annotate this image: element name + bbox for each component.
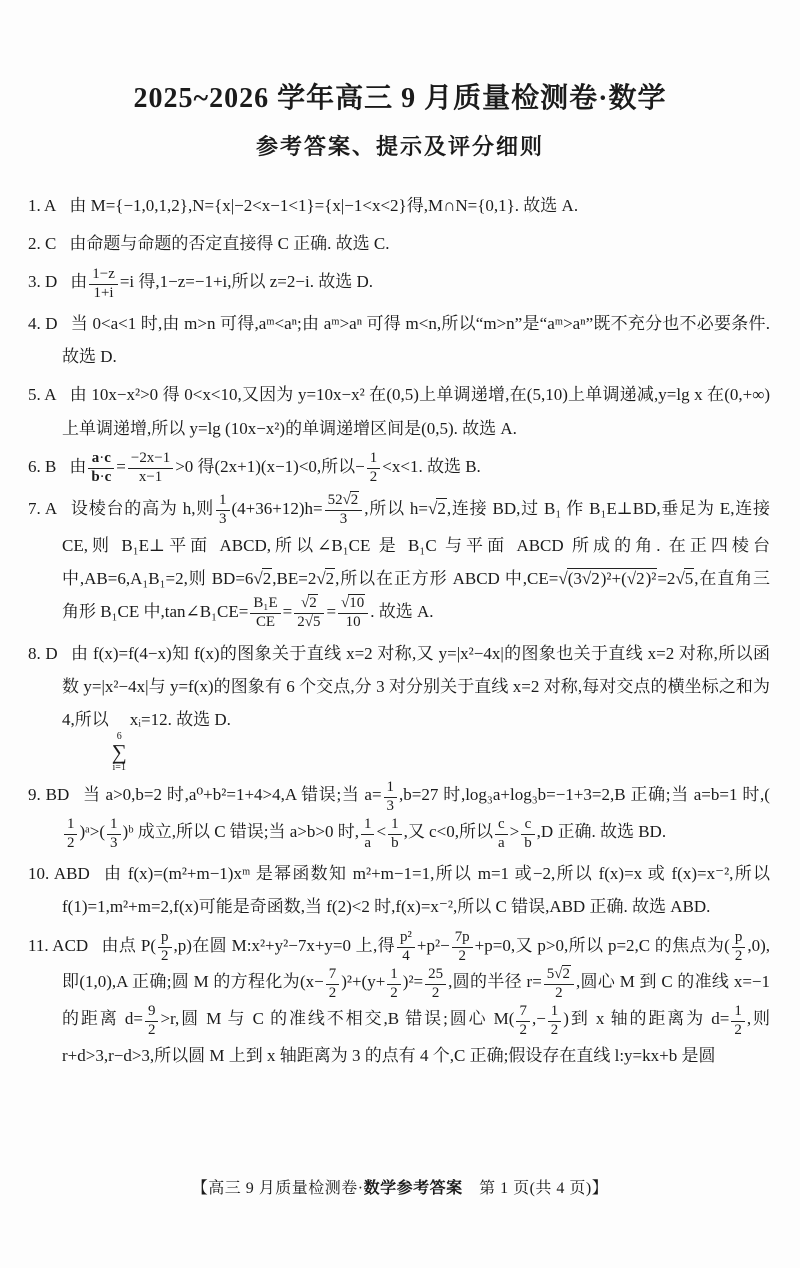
fraction: $\frac{7p}{2}$ xyxy=(452,929,473,965)
fraction: $\frac{9}{2}$ xyxy=(145,1003,158,1039)
fraction: $\frac{a\cdot c}{b\cdot c}$ xyxy=(88,450,114,486)
fraction: $\frac{-2x-1}{x-1}$ xyxy=(128,450,173,486)
answer-number-label: 2. C xyxy=(28,234,57,254)
fraction: $\frac{25}{2}$ xyxy=(425,966,446,1002)
answer-number-label: 8. D xyxy=(28,643,58,663)
answer-item xyxy=(28,378,770,444)
fraction: $\frac{√10}{10}$ xyxy=(338,595,368,631)
footer-prefix: 【高三 9 月质量检测卷· xyxy=(191,1180,364,1197)
answer-content: 由 $\frac{1-z}{1+i}$ =i 得,1−z=−1+i,所以 z=2−i. 故选 D. xyxy=(70,265,373,301)
fraction: $\frac{1}{2}$ xyxy=(387,966,400,1002)
fraction: $\frac{52√2}{3}$ xyxy=(325,492,363,528)
answer-number-label: 10. ABD xyxy=(28,864,90,884)
footer-subject-title: 数学参考答案 xyxy=(363,1180,463,1197)
fraction: $\frac{1}{2}$ xyxy=(64,816,77,852)
square-root: √2 xyxy=(626,568,645,588)
summation: 6 ∑ i=1 xyxy=(111,731,127,774)
answer-number-label: 3. D xyxy=(28,272,58,292)
fraction: $\frac{1}{2}$ xyxy=(731,1003,744,1039)
bold-vector: c xyxy=(104,469,112,486)
answer-content: 由点 P( $\frac{p}{2}$ ,p)在圆 M:x²+y²−7x+y=0 上,得 $\frac{\text{p²}}{4}$ +p²− $\frac{7p}{2}$ +p=0,又 p>0,所以 p=2,C 的焦点为( $\frac{p}{2}$ ,0),即(1,0),A 正确;圆 M 的方程化为(x− $\frac{7}{2}$ )²+(y+ $\frac{1}{2}$ )²= $\frac{25}{2}$ ,圆的半径 r= $\frac{5√2}{2}$ ,圆心 M 到 C 的准线 x=−1 的距离 d= $\frac{9}{2}$ >r,圆 M 与 C 的准线不相交,B 错误;圆心 M( $\frac{7}{2}$ ,− $\frac{1}{2}$ )到 x 轴的距离为 d= $\frac{1}{2}$ ,则 r+d>3,r−d>3,所以圆 M 上到 x 轴距离为 3 的点有 4 个,C 正确;假设存在直线 l:y=kx+b 是圆 xyxy=(62,929,771,1066)
answer-content: 由 f(x)=(m²+m−1)xᵐ 是幂函数知 m²+m−1=1,所以 m=1 或−2,所以 f(x)=x 或 f(x)=x⁻²,所以 f(1)=1,m²+m=2,f(x)可能是奇函数,当 f(2)<2 时,f(x)=x⁻²,所以 C 错误,ABD 正确. 故选 ABD. xyxy=(62,864,770,917)
answer-item xyxy=(28,227,770,260)
answer-number-label: 11. ACD xyxy=(28,935,89,955)
answer-item xyxy=(28,265,770,302)
fraction: $\frac{c}{b}$ xyxy=(521,816,534,852)
answer-number-label: 4. D xyxy=(28,314,58,334)
answer-content: 由 10x−x²>0 得 0<x<10,又因为 y=10x−x² 在(0,5)上单调递增,在(5,10)上单调递减,y=lg x 在(0,+∞)上单调递增,所以 y=lg (10x−x²)的单调递增区间是(0,5). 故选 A. xyxy=(62,385,771,438)
square-root: √10 xyxy=(341,595,365,612)
square-root: √5 xyxy=(675,568,694,588)
fraction: $\frac{1}{b}$ xyxy=(388,816,401,852)
answer-item xyxy=(28,857,770,923)
fraction: $\frac{5√2}{2}$ xyxy=(544,966,574,1002)
fraction: $\frac{1}{a}$ xyxy=(361,816,374,852)
fraction: $\frac{\text{p²}}{4}$ xyxy=(397,929,415,965)
answer-number-label: 1. A xyxy=(28,196,57,215)
answer-item xyxy=(28,450,770,487)
bold-vector: c xyxy=(104,450,111,467)
answer-number-label: 9. BD xyxy=(28,785,70,805)
answer-content: 由 f(x)=f(4−x)知 f(x)的图象关于直线 x=2 对称,又 y=|x²−4x|的图象也关于直线 x=2 对称,所以函数 y=|x²−4x|与 y=f(x)的图象有 6 个交点,分 3 对分别关于直线 x=2 对称,每对交点的横坐标之和为 4,所以 6 ∑ i=1 xᵢ=12. 故选 D. xyxy=(62,643,770,774)
answer-content: 由命题与命题的否定直接得 C 正确. 故选 C. xyxy=(69,234,390,254)
fraction: $\frac{\text{B₁E}}{CE}$ xyxy=(250,595,280,631)
footer-page-number: 第 1 页(共 4 页)】 xyxy=(462,1180,609,1197)
square-root: √2 xyxy=(342,492,359,509)
answer-content: 当 a>0,b=2 时,a⁰+b²=1+4>4,A 错误;当 a= $\frac{1}{3}$ ,b=27 时,log₃a+log₃b=−1+3=2,B 正确;当 a=b=1 时,( $\frac{1}{2}$ )ᵃ>( $\frac{1}{3}$ )ᵇ 成立,所以 C 错误;当 a>b>0 时, $\frac{1}{a}$ < $\frac{1}{b}$ ,又 c<0,所以 $\frac{c}{a}$ > $\frac{c}{b}$ ,D 正确. 故选 BD. xyxy=(62,785,770,841)
fraction: $\frac{√2}{2√5}$ xyxy=(294,595,324,631)
answer-item xyxy=(28,929,770,1073)
answer-number-label: 6. B xyxy=(28,456,57,476)
square-root: √2 xyxy=(581,568,600,588)
fraction: $\frac{1}{2}$ xyxy=(548,1003,561,1039)
square-root: √2 xyxy=(253,568,272,588)
answer-content: 由 $\frac{a\cdot c}{b\cdot c}$ = $\frac{-2x-1}{x-1}$ >0 得(2x+1)(x−1)<0,所以− $\frac{1}{2}$ <x<1. 故选 B. xyxy=(69,450,481,486)
fraction: $\frac{1}{3}$ xyxy=(107,816,120,852)
answer-content: 当 0<a<1 时,由 m>n 可得,aᵐ<aⁿ;由 aᵐ>aⁿ 可得 m<n,所以“m>n”是“aᵐ>aⁿ”既不充分也不必要条件. 故选 D. xyxy=(62,314,770,367)
fraction: $\frac{1}{3}$ xyxy=(216,492,229,528)
fraction: $\frac{1}{2}$ xyxy=(367,450,380,486)
fraction: $\frac{p}{2}$ xyxy=(158,929,171,965)
answer-number-label: 5. A xyxy=(28,385,57,405)
fraction: $\frac{c}{a}$ xyxy=(495,816,508,852)
answer-number-label: 7. A xyxy=(28,498,58,518)
page-subtitle: 参考答案、提示及评分细则 xyxy=(255,134,544,159)
answer-item xyxy=(28,778,770,852)
answer-item xyxy=(28,189,770,222)
page-title: 2025~2026 学年高三 9 月质量检测卷·数学 xyxy=(133,83,667,114)
square-root: √2 xyxy=(316,568,335,588)
fraction: $\frac{7}{2}$ xyxy=(516,1003,529,1039)
bold-vector: a xyxy=(91,450,100,467)
square-root: √5 xyxy=(304,614,321,631)
square-root: √2 xyxy=(300,595,317,612)
answer-item xyxy=(28,492,770,632)
fraction: $\frac{p}{2}$ xyxy=(732,929,745,965)
answers-list xyxy=(28,189,770,1072)
fraction: $\frac{7}{2}$ xyxy=(326,966,339,1002)
fraction: $\frac{1-z}{1+i}$ xyxy=(89,266,118,302)
square-root: √(3√2)²+(√2)² xyxy=(558,568,657,588)
answer-item xyxy=(28,637,770,774)
answer-content: 由 M={−1,0,1,2},N={x|−2<x−1<1}={x|−1<x<2}得,M∩N={0,1}. 故选 A. xyxy=(69,196,579,215)
page-footer xyxy=(0,1175,800,1198)
bold-vector: b xyxy=(91,469,100,486)
fraction: $\frac{1}{3}$ xyxy=(384,779,397,815)
square-root: √2 xyxy=(554,966,570,983)
answer-item xyxy=(28,307,770,373)
answer-content: 设棱台的高为 h,则 $\frac{1}{3}$ (4+36+12)h= $\frac{52√2}{3}$ ,所以 h=√2,连接 BD,过 B₁ 作 B₁E⊥BD,垂足为 E,连接 CE,则 B₁E⊥平面 ABCD,所以∠B₁CE 是 B₁C 与平面 ABCD 所成的角. 在正四棱台中,AB=6,A₁B₁=2,则 BD=6√2,BE=2√2,所以在正方形 ABCD 中,CE=√(3√2)²+(√2)²=2√5,在直角三角形 B₁CE 中,tan∠B₁CE= $\frac{\text{B₁E}}{CE}$ = $\frac{√2}{2√5}$ = $\frac{√10}{10}$ . 故选 A. xyxy=(62,492,771,631)
square-root: √2 xyxy=(428,498,446,518)
